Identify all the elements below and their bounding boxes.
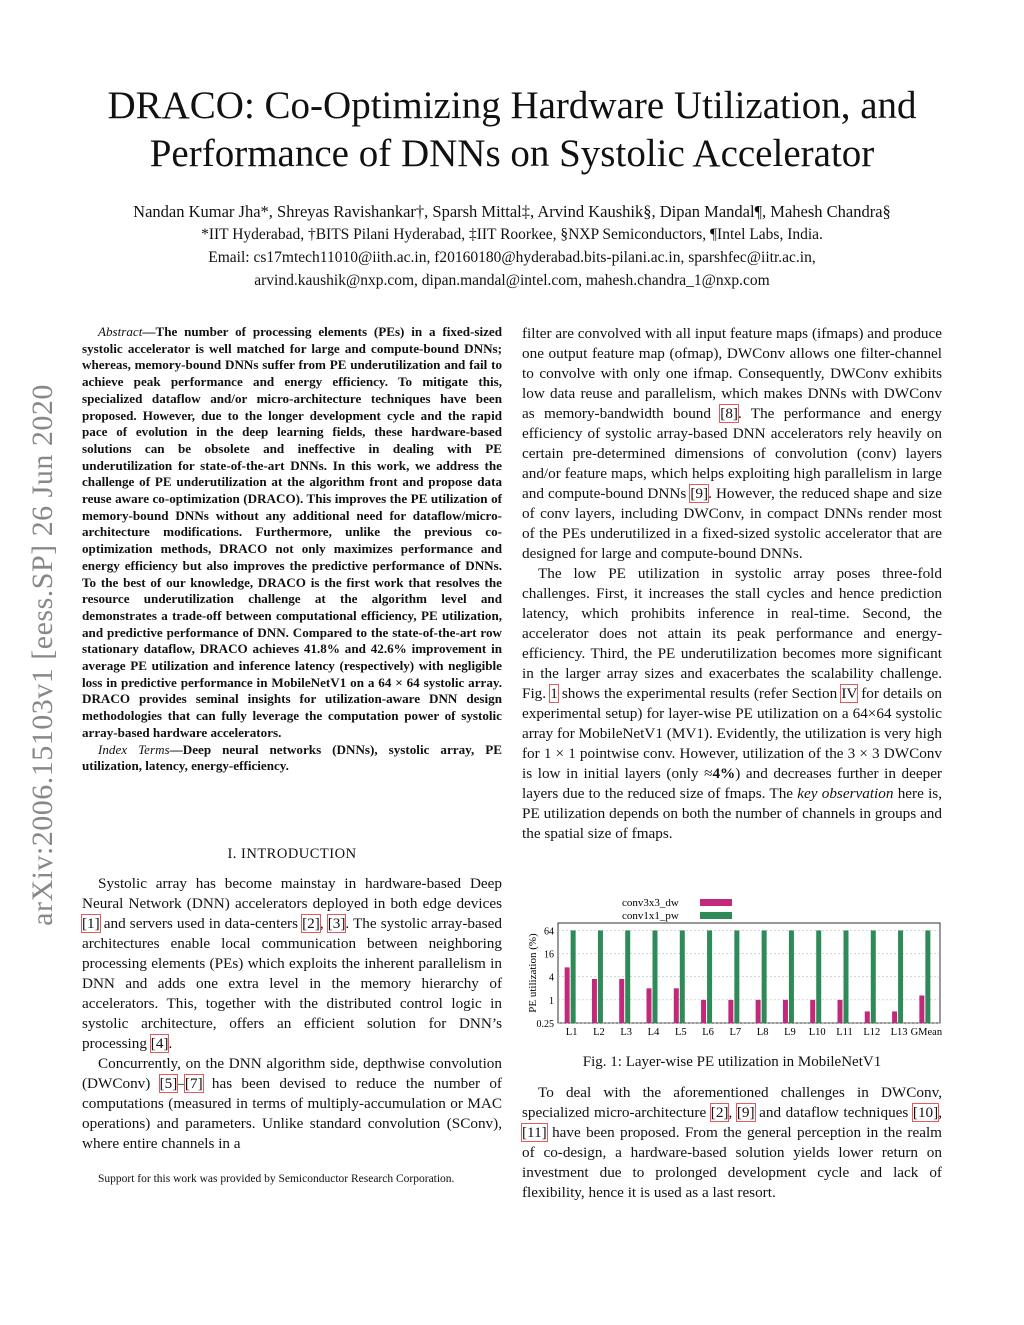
abstract-label: Abstract [98,324,143,339]
text-span: and servers used in data-centers [99,915,303,932]
bar-conv1x1_pw [598,930,603,1023]
citation-link-9b[interactable]: [9] [736,1104,755,1121]
bold-value: 4% [712,765,736,782]
bar-conv3x3_dw [919,995,924,1023]
right-column-text [522,324,942,844]
text-span: , [319,915,328,932]
bar-conv3x3_dw [565,967,570,1023]
email-line-2: arvind.kaushik@nxp.com, dipan.mandal@intel.com, mahesh.chandra_1@nxp.com [254,272,770,289]
citation-link-7[interactable]: [7] [184,1075,203,1092]
bar-conv1x1_pw [789,930,794,1023]
right-paragraph-1 [522,324,942,564]
bar-conv1x1_pw [816,930,821,1023]
bar-conv1x1_pw [571,930,576,1023]
x-tick-label: L7 [729,1027,742,1038]
text-span: . The systolic array-based architectures enable local communication between neighboring processing elements (PEs) which exploits the inherent parallelism in DNN and adds one extra level in the memory hierarchy of accelerators. This, together with the distributed control logic in systolic architecture, offers an efficient solution for DNN’s processing [82,915,503,1052]
bar-conv1x1_pw [734,930,739,1023]
citation-link-3[interactable]: [3] [327,915,346,932]
right-paragraph-3 [522,1083,942,1203]
text-span: and dataflow techniques [754,1104,913,1121]
text-span: The low PE utilization in systolic array poses three-fold challenges. First, it increases the stall cycles and hence prediction latency, which prohibits inference in real-time. Second, the accelerator does not attain its peak performance and energy-efficiency. Third, the PE underutilization becomes more significant in the larger array sizes and exacerbates the scalability challenge. Fig. [522,565,942,702]
bar-conv3x3_dw [810,1000,815,1023]
x-tick-label: L1 [565,1027,578,1038]
bar-conv1x1_pw [925,930,930,1023]
arxiv-id: arXiv:2006.15103v1 [eess.SP] 26 Jun 2020 [26,384,59,926]
bar-conv3x3_dw [619,979,624,1023]
text-span: To deal with the aforementioned challenges in DWConv, specialized micro-architecture [522,1084,942,1121]
text-span: filter are convolved with all input feature maps (ifmaps) and produce one output feature map (ofmap), DWConv allows one filter-channel to convolve with only one ifmap. Consequently, DWConv exhibits low data reuse and parallelism, which makes DNNs with DWConv as memory-bandwidth bound [522,325,942,422]
bar-conv3x3_dw [865,1011,870,1023]
x-tick-label: L11 [836,1027,853,1038]
plot-frame [558,923,940,1023]
text-span: have been proposed. From the general perception in the realm of co-design, a hardware-based solution yields lower return on investment due to prolonged development cycle and lack of flexibility, hence it is used as a last resort. [522,1124,942,1201]
section-link-iv[interactable]: IV [841,685,858,702]
text-span: . [168,1035,173,1052]
bar-conv3x3_dw [701,1000,706,1023]
text-span: shows the experimental results (refer Section [557,685,842,702]
y-axis-label: PE utilization (%) [527,933,539,1013]
email-line-1: Email: cs17mtech11010@iith.ac.in, f20160180@hyderabad.bits-pilani.ac.in, sparshfec@iitr.ac.in, [208,249,816,266]
x-tick-label: L13 [890,1027,908,1038]
x-tick-label: L5 [674,1027,687,1038]
x-tick-label: L4 [647,1027,660,1038]
section-heading-introduction: I. INTRODUCTION [227,846,357,862]
text-span: , [938,1104,942,1121]
right-paragraph-2 [522,564,942,844]
legend-label: conv3x3_dw [622,897,679,909]
paper-title [60,82,964,178]
x-tick-label: L10 [808,1027,826,1038]
text-span: , [728,1104,737,1121]
x-tick-label: L2 [593,1027,605,1038]
title-line-1: DRACO: Co-Optimizing Hardware Utilization, and [107,84,917,127]
citation-link-9[interactable]: [9] [690,485,709,502]
citation-link-2[interactable]: [2] [302,915,320,932]
abstract [82,324,502,775]
footnote: Support for this work was provided by Semiconductor Research Corporation. [98,1173,455,1185]
index-terms [82,742,502,775]
authors-line: Nandan Kumar Jha*, Shreyas Ravishankar†, Sparsh Mittal‡, Arvind Kaushik§, Dipan Mandal¶, Mahesh Chandra§ [133,202,891,221]
x-tick-label: L6 [702,1027,714,1038]
citation-link-2b[interactable]: [2] [710,1104,729,1121]
bar-conv3x3_dw [592,979,597,1023]
bar-conv1x1_pw [762,930,767,1023]
index-terms-text: —Deep neural networks (DNNs), systolic array, PE utilization, latency, energy-efficiency. [82,741,502,774]
text-span: here is, PE utilization depends on both the number of channels in groups and the spatial size of fmaps. [522,785,942,842]
index-terms-label: Index Terms [98,741,170,757]
figure-1-chart [522,895,952,1045]
y-tick-label: 16 [544,949,554,961]
figure-link-1[interactable]: 1 [550,685,558,702]
bar-conv3x3_dw [647,988,652,1023]
legend-swatch-conv3x3_dw [700,899,732,906]
text-span: Concurrently, on the DNN algorithm side, depthwise convolution (DWConv) [82,1055,502,1092]
y-tick-label: 0.25 [536,1019,554,1030]
bar-conv3x3_dw [728,1000,733,1023]
text-span: ) and decreases further in deeper layers due to the reduced size of fmaps. The [522,765,942,802]
citation-link-8[interactable]: [8] [720,405,738,422]
bar-conv3x3_dw [783,1000,788,1023]
chart-svg [522,895,952,1045]
abstract-text: —The number of processing elements (PEs) in a fixed-sized systolic accelerator is well matched for large and compute-bound DNNs; whereas, memory-bound DNNs suffer from PE underutilization and fail to achieve peak performance and energy efficiency. To mitigate this, specialized dataflow and/or micro-architecture techniques have been proposed. However, due to the longer development cycle and the rapid pace of evolution in the deep learning fields, these hardware-based solutions can be obsolete and ineffective in dealing with PE underutilization for state-of-the-art DNNs. In this work, we address the challenge of PE underutilization at the algorithm front and propose data reuse aware co-optimization (DRACO). This improves the PE utilization of memory-bound DNNs without any additional need for dataflow/micro-architecture modifications. Furthermore, unlike the previous co-optimization methods, DRACO not only maximizes performance and energy efficiency but also improves the predictive performance of DNNs. To the best of our knowledge, DRACO is the first work that resolves the resource underutilization challenge at the algorithm level and demonstrates a trade-off between computational efficiency, PE utilization, and predictive performance of DNN. Compared to the state-of-the-art row stationary dataflow, DRACO achieves 41.8% and 42.6% improvement in average PE utilization and inference latency (respectively) with negligible loss in predictive performance in MobileNetV1 on a 64 × 64 systolic array. DRACO provides seminal insights for utilization-aware DNN design methodologies that can fully leverage the computation power of systolic array-based hardware accelerators. [82,324,502,740]
intro-paragraph-1 [82,874,502,1054]
citation-link-5[interactable]: [5] [159,1075,178,1092]
abstract-paragraph [82,324,502,742]
arxiv-watermark [22,355,64,955]
bar-conv1x1_pw [653,930,658,1023]
bar-conv1x1_pw [680,930,685,1023]
bar-conv3x3_dw [756,1000,761,1023]
title-line-2: Performance of DNNs on Systolic Accelerator [149,132,875,175]
bar-conv1x1_pw [898,930,903,1023]
y-tick-label: 1 [549,995,554,1007]
x-tick-label: L8 [756,1027,769,1038]
x-tick-label: L3 [620,1027,633,1038]
x-tick-label: GMean [910,1027,943,1038]
text-span: Systolic array has become mainstay in hardware-based Deep Neural Network (DNN) accelerators deployed in both edge devices [82,875,502,912]
right-column-text-lower [522,1083,942,1203]
bar-conv3x3_dw [892,1011,897,1023]
bar-conv3x3_dw [838,1000,843,1023]
y-tick-label: 64 [544,926,554,938]
legend-swatch-conv1x1_pw [700,912,732,919]
text-span: – [177,1075,185,1092]
text-span: . The performance and energy efficiency of systolic array-based DNN accelerators rely heavily on certain pre-determined dimensions of convolution (conv) layers and/or feature maps, which helps exploiting high parallelism in large and compute-bound DNNs [522,405,942,502]
introduction-text [82,874,502,1154]
text-span: for details on experimental setup) for layer-wise PE utilization on a 64×64 systolic array for MobileNetV1 (MV1). Evidently, the utilization is very high for 1 × 1 pointwise conv. However, utilization of the 3 × 3 DWConv is low in initial layers (only ≈ [522,685,943,782]
citation-link-11[interactable]: [11] [522,1124,547,1141]
citation-link-1[interactable]: [1] [82,915,100,932]
bar-conv1x1_pw [625,930,630,1023]
bar-conv1x1_pw [844,930,849,1023]
affiliation-line: *IIT Hyderabad, †BITS Pilani Hyderabad, ‡IIT Roorkee, §NXP Semiconductors, ¶Intel Labs, India. [201,226,823,243]
legend-label: conv1x1_pw [622,910,679,922]
bar-conv3x3_dw [674,988,679,1023]
author-block [60,200,964,292]
emphasis: key observation [797,785,894,802]
text-span: has been devised to reduce the number of computations (measured in terms of multiply-accumulation or MAC operations) and parameters. Unlike standard convolution (SConv), where entire channels in a [82,1075,502,1152]
figure-1-caption: Fig. 1: Layer-wise PE utilization in MobileNetV1 [582,1054,882,1070]
y-tick-label: 4 [549,972,554,984]
text-span: . However, the reduced shape and size of conv layers, including DWConv, in compact DNNs render most of the PEs underutilized in a fixed-sized systolic accelerator that are designed for large and compute-bound DNNs. [522,485,942,562]
bar-conv1x1_pw [871,930,876,1023]
x-tick-label: L12 [863,1027,881,1038]
bar-conv1x1_pw [707,930,712,1023]
citation-link-4[interactable]: [4] [150,1035,169,1052]
x-tick-label: L9 [784,1027,796,1038]
intro-paragraph-2 [82,1054,502,1154]
citation-link-10[interactable]: [10] [912,1104,939,1121]
